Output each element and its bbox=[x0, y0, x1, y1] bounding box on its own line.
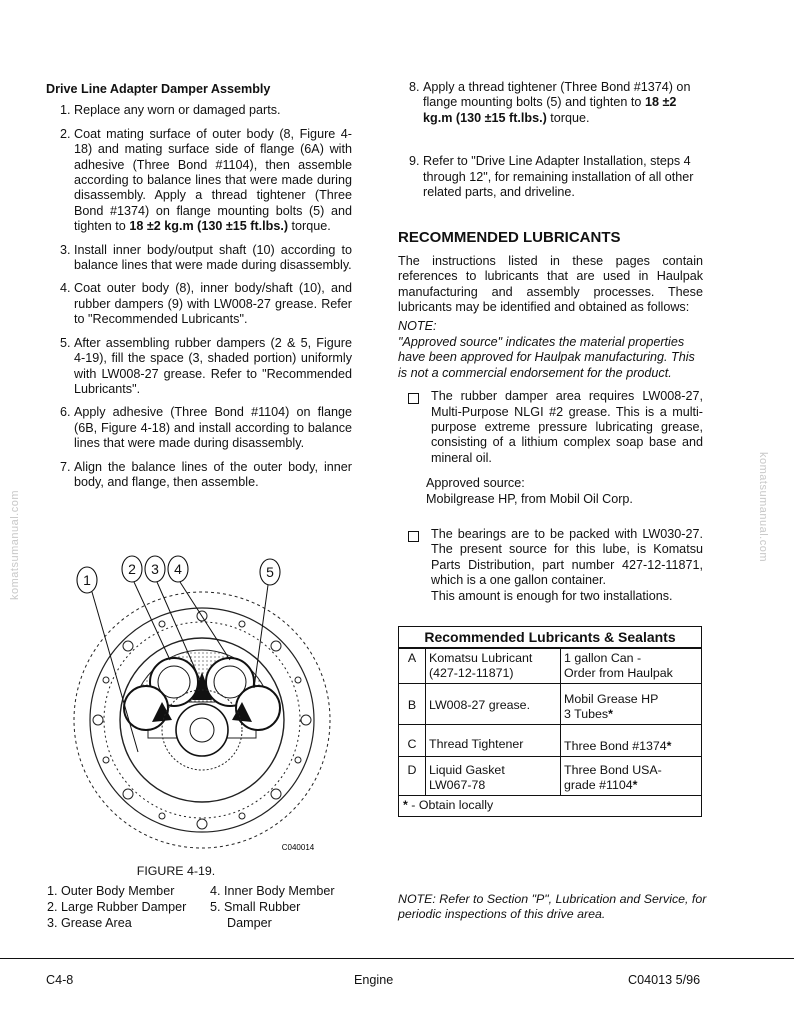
table-title: Recommended Lubricants & Sealants bbox=[399, 627, 701, 648]
lubricant-item-1: The rubber damper area requires LW008-27, Multi-Purpose NLGI #2 grease. This is a multi-purpose extreme pressure lubricating grease, consisting of a lithium complex soap base and mineral oil. bbox=[398, 389, 703, 466]
watermark-left: komatsumanual.com bbox=[9, 490, 21, 600]
left-column bbox=[46, 82, 352, 498]
lubricants-heading: RECOMMENDED LUBRICANTS bbox=[398, 229, 621, 247]
callout-3: 3 bbox=[151, 561, 159, 577]
watermark-right: komatsumanual.com bbox=[757, 452, 769, 562]
table-row: D Liquid Gasket LW067-78 Three Bond USA- grade #1104* bbox=[399, 757, 701, 796]
approved-source-label: Approved source: bbox=[426, 476, 525, 491]
right-column bbox=[398, 80, 703, 817]
callout-5: 5 bbox=[266, 564, 274, 580]
footer-doc-code: C04013 5/96 bbox=[628, 973, 701, 987]
callout-4: 4 bbox=[174, 561, 182, 577]
lubricant-item-2: The bearings are to be packed with LW030-27. The present source for this lube, is Komatsu Parts Distribution, part number 427-12-11871, which is a one gallon container. This amount is enough for two installations. bbox=[398, 527, 703, 604]
table-row: B LW008-27 grease. Mobil Grease HP 3 Tubes* bbox=[399, 684, 701, 725]
section-p-note: NOTE: Refer to Section "P", Lubrication and Service, for periodic inspections of this drive area. bbox=[398, 892, 707, 922]
step-9: 9. Refer to "Drive Line Adapter Installation, steps 4 through 12", for remaining installation of all other related parts, and driveline. bbox=[409, 154, 694, 200]
note-label: NOTE: bbox=[398, 319, 437, 334]
figure-4-19-drawing bbox=[62, 552, 334, 860]
step-6: 6. Apply adhesive (Three Bond #1104) on flange (6B, Figure 4-18) and install according to balance lines that were made during disassembly. bbox=[60, 405, 352, 451]
page-number: C4-8 bbox=[46, 973, 74, 987]
step-5: 5. After assembling rubber dampers (2 & 5, Figure 4-19), fill the space (3, shaded portion) uniformly with LW008-27 grease. Refer to "Recommended Lubricants". bbox=[60, 335, 352, 396]
section-heading: Drive Line Adapter Damper Assembly bbox=[46, 82, 271, 96]
note-text: "Approved source" indicates the material properties have been approved for Haulpak manufacturing. This is not a commercial endorsement for the product. bbox=[398, 334, 695, 380]
table-row: C Thread Tightener Three Bond #1374* bbox=[399, 725, 701, 757]
checkbox-icon bbox=[408, 393, 419, 404]
lubricants-intro: The instructions listed in these pages contain references to lubricants that are used in Haulpak manufacturing and assembly processes. These lubricants may be identified and obtained as follows: bbox=[398, 253, 703, 315]
table-row: A Komatsu Lubricant (427-12-11871) 1 gallon Can - Order from Haulpak bbox=[399, 649, 701, 684]
figure-caption: FIGURE 4-19. bbox=[136, 864, 216, 878]
checkbox-icon bbox=[408, 531, 419, 542]
callout-2: 2 bbox=[128, 561, 136, 577]
step-2: 2. Coat mating surface of outer body (8, Figure 4-18) and mating surface side of flange (6A) with adhesive (Three Bond #1104), then assemble according to balance lines that were made during disassembly. Apply a thread tightener (Three Bond #1374) on flange mounting bolts (5) and tighten to 18 ±2 kg.m (130 ±15 ft.lbs.) torque. bbox=[60, 126, 352, 234]
damper-diagram bbox=[62, 552, 334, 860]
step-3: 3. Install inner body/output shaft (10) according to balance lines that were made during disassembly. bbox=[60, 242, 352, 273]
torque-spec: 18 ±2 kg.m (130 ±15 ft.lbs.) bbox=[129, 219, 289, 234]
lubricants-table bbox=[398, 626, 702, 817]
step-8: 8. Apply a thread tightener (Three Bond #1374) on flange mounting bolts (5) and tighten to 18 ±2 kg.m (130 ±15 ft.lbs.) torque. bbox=[409, 80, 691, 125]
figure-code: C040014 bbox=[281, 843, 315, 852]
approved-source: Mobilgrease HP, from Mobil Oil Corp. bbox=[426, 491, 633, 506]
footer-section: Engine bbox=[354, 973, 394, 987]
table-footnote: * - Obtain locally bbox=[403, 798, 494, 813]
footer-divider bbox=[0, 958, 794, 959]
step-7: 7. Align the balance lines of the outer body, inner body, and flange, then assemble. bbox=[60, 459, 352, 489]
callout-1: 1 bbox=[83, 572, 91, 588]
step-4: 4. Coat outer body (8), inner body/shaft (10), and rubber dampers (9) with LW008-27 grease. Refer to "Recommended Lubricants". bbox=[60, 281, 352, 327]
step-1: 1. Replace any worn or damaged parts. bbox=[60, 103, 281, 118]
